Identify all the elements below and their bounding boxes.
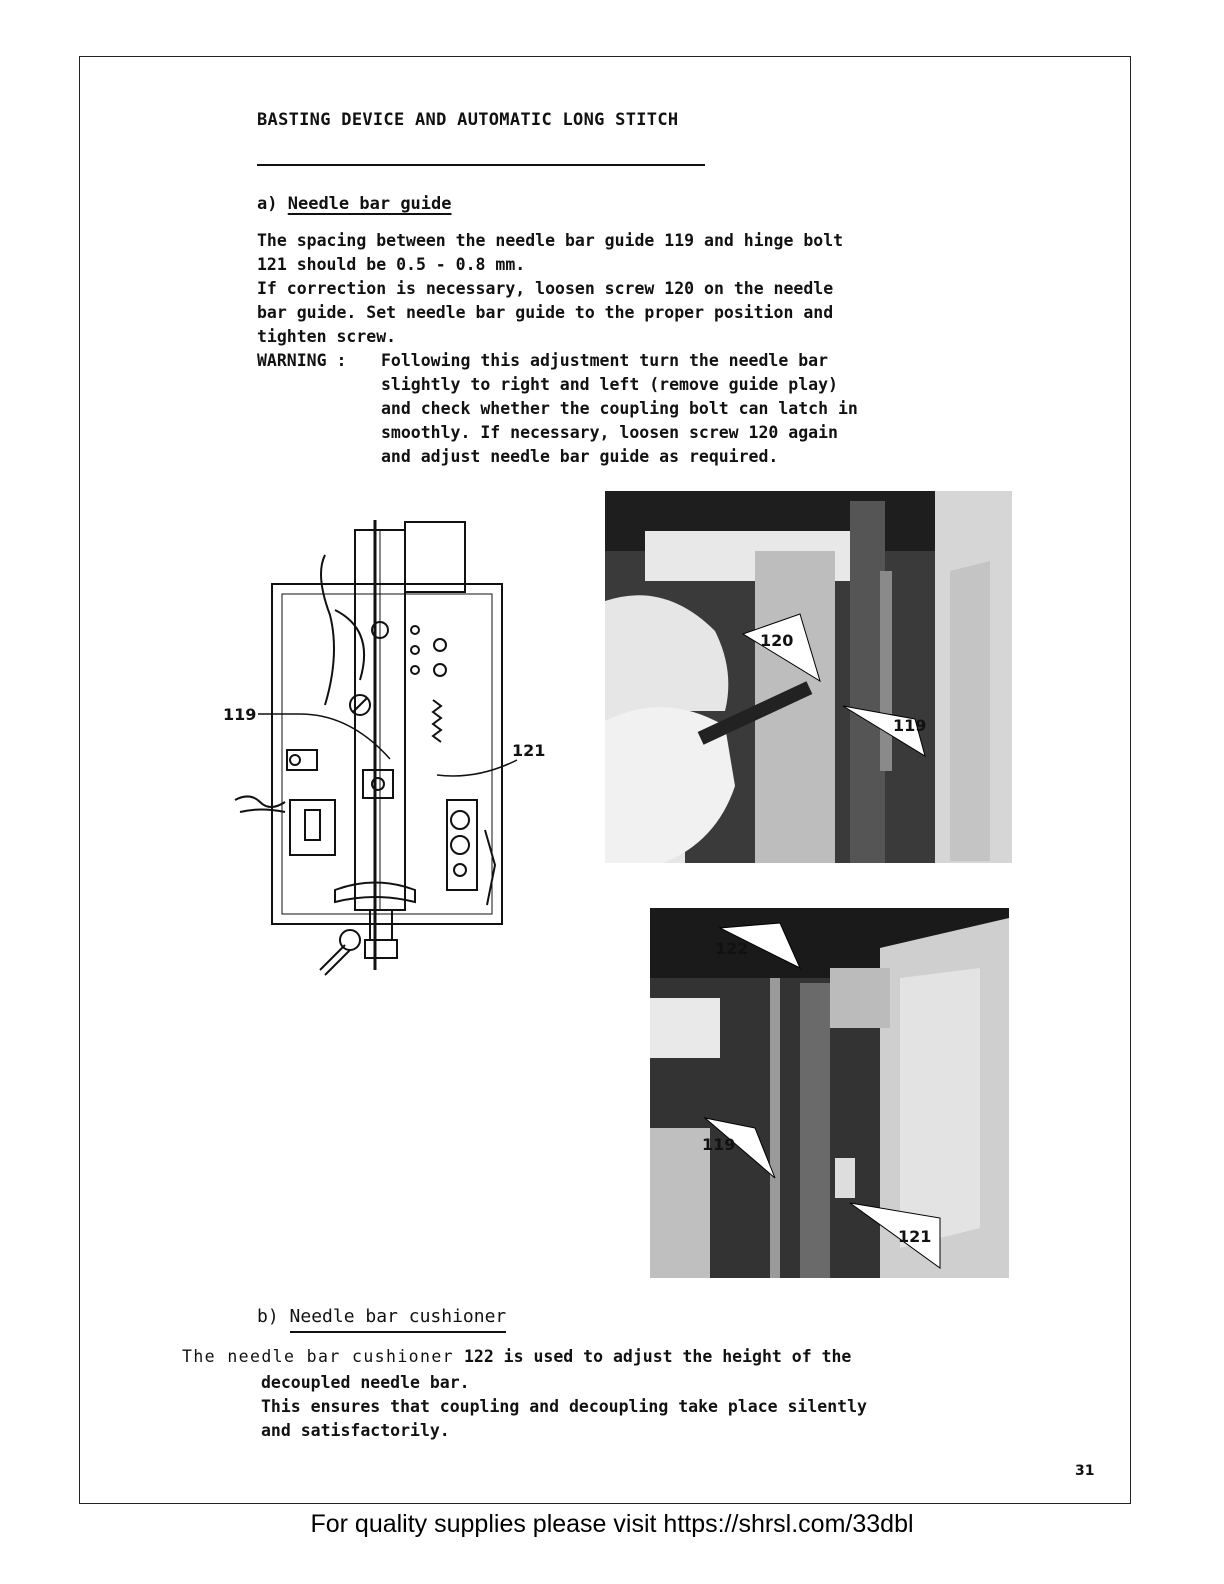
photo-needle-bar-cushioner <box>650 908 1009 1278</box>
photo-top-label-119: 119 <box>893 716 927 735</box>
section-a-title: Needle bar guide <box>287 194 452 214</box>
photo-top-label-120: 120 <box>760 631 794 650</box>
footer-text: For quality supplies please visit https://shrsl.com/33dbl <box>310 1510 914 1538</box>
diagram-label-121: 121 <box>512 741 546 760</box>
paragraph-line: 121 should be 0.5 - 0.8 mm. <box>257 255 526 274</box>
photo-bottom-label-121: 121 <box>898 1227 932 1246</box>
diagram-label-119: 119 <box>223 705 257 724</box>
needle-bar-diagram <box>215 500 555 1000</box>
paragraph-line: bar guide. Set needle bar guide to the proper position and <box>257 303 834 322</box>
paragraph-line: and satisfactorily. <box>261 1421 450 1440</box>
section-b-title: Needle bar cushioner <box>290 1306 507 1333</box>
section-b-heading <box>257 1306 506 1333</box>
warning-line: and adjust needle bar guide as required. <box>381 447 779 466</box>
leader-119 <box>258 714 390 759</box>
section-b-paragraph <box>261 1371 961 1443</box>
paragraph-line: decoupled needle bar. <box>261 1373 470 1392</box>
warning-line: slightly to right and left (remove guide play) <box>381 375 838 394</box>
section-b-line1-bold: 122 is used to adjust the height of the <box>454 1347 852 1366</box>
photo-bottom-label-119: 119 <box>702 1135 736 1154</box>
paragraph-line: If correction is necessary, loosen screw 120 on the needle <box>257 279 834 298</box>
paragraph-line: This ensures that coupling and decoupling take place silently <box>261 1397 867 1416</box>
section-a-prefix: a) <box>257 194 278 214</box>
photo-bottom-label-122: 122 <box>715 939 749 958</box>
section-b-line1-plain: The needle bar cushioner <box>182 1347 455 1366</box>
title-rule <box>257 164 705 166</box>
section-b-first-line <box>182 1347 851 1366</box>
warning-block <box>257 349 941 469</box>
needle-bar-guide <box>363 770 393 798</box>
warning-line: and check whether the coupling bolt can latch in <box>381 399 858 418</box>
warning-line: smoothly. If necessary, loosen screw 120 again <box>381 423 838 442</box>
warning-label: WARNING : <box>257 351 347 370</box>
paragraph-line: The spacing between the needle bar guide 119 and hinge bolt <box>257 231 844 250</box>
section-a-paragraph <box>257 229 941 469</box>
page-number: 31 <box>1075 1463 1095 1479</box>
section-b-prefix: b) <box>257 1306 279 1327</box>
warning-line: Following this adjustment turn the needle bar <box>381 351 829 370</box>
paragraph-line: tighten screw. <box>257 327 397 346</box>
leader-121 <box>437 760 517 776</box>
photo-needle-bar-guide-screw <box>605 491 1012 863</box>
warning-text <box>381 349 941 469</box>
section-a-heading <box>257 194 452 214</box>
page-title: BASTING DEVICE AND AUTOMATIC LONG STITCH <box>257 110 679 130</box>
